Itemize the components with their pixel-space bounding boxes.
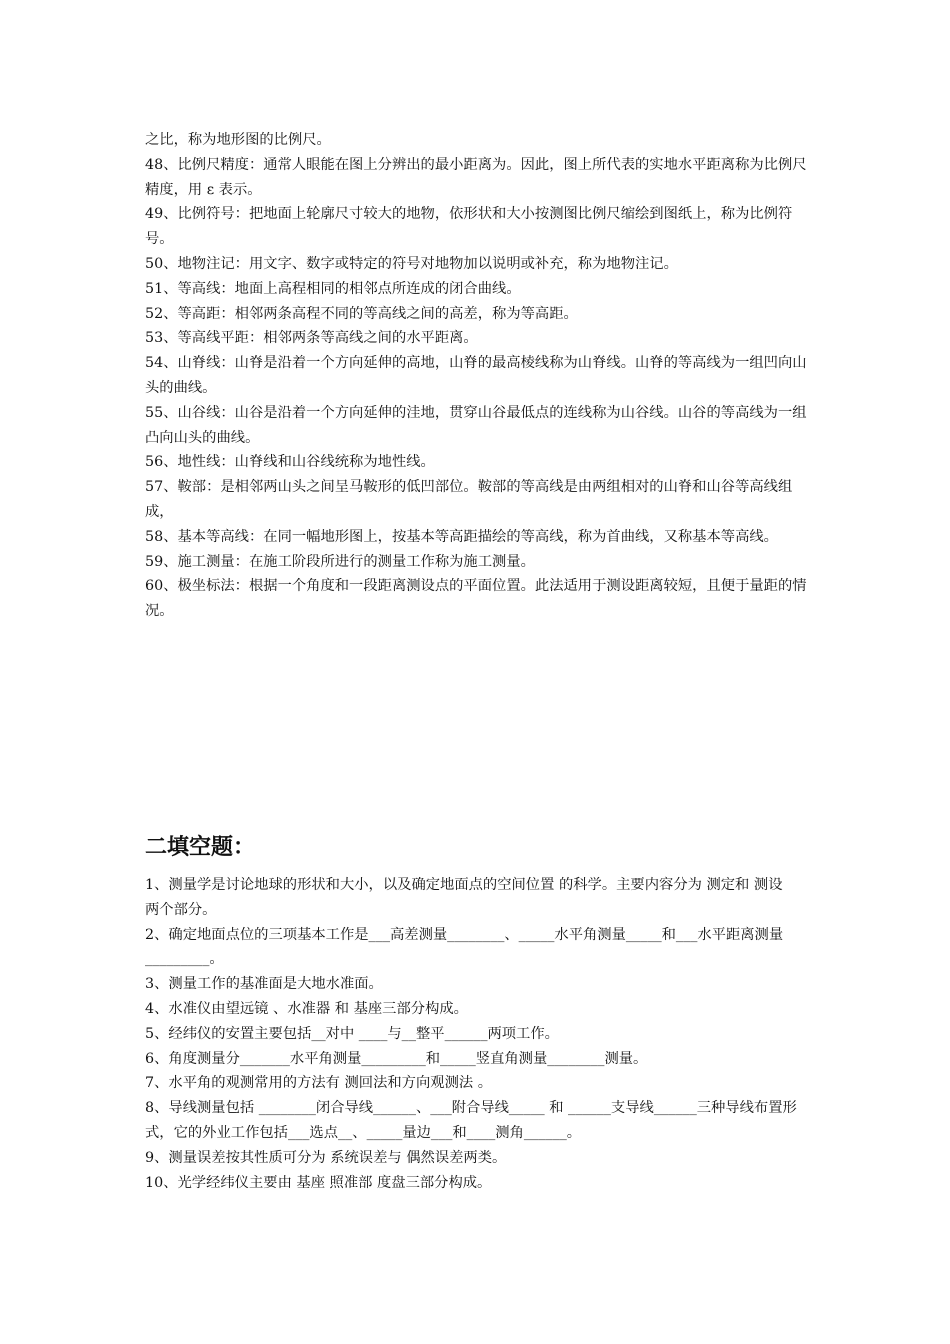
question-line: 2、确定地面点位的三项基本工作是___高差测量________、_____水平角测量_____和___水平距离测量_________。 (145, 926, 784, 968)
definition-line: 之比，称为地形图的比例尺。 (145, 132, 331, 148)
question-line: 9、测量误差按其性质可分为 系统误差与 偶然误差两类。 (145, 1149, 507, 1166)
question-line: 6、角度测量分_______水平角测量_________和_____竖直角测量________测量。 (145, 1050, 648, 1067)
question-line: 1、测量学是讨论地球的形状和大小，以及确定地面点的空间位置 的科学。主要内容分为 测定和 测设 (145, 877, 783, 893)
question-line: 两个部分。 (145, 901, 217, 918)
section-title: 二填空题： (145, 834, 256, 860)
question-line: 5、经纬仪的安置主要包括__对中 ____与__整平______两项工作。 (145, 1025, 559, 1042)
definition-line: 53、等高线平距：相邻两条等高线之间的水平距离。 (145, 330, 478, 347)
definition-line: 55、山谷线：山谷是沿着一个方向延伸的洼地，贯穿山谷最低点的连线称为山谷线。山谷的等高线为一组凸向山头的曲线。 (145, 404, 807, 446)
definition-line: 56、地性线：山脊线和山谷线统称为地性线。 (145, 454, 435, 471)
definition-line: 49、比例符号：把地面上轮廓尺寸较大的地物，依形状和大小按测图比例尺缩绘到图纸上，称为比例符号。 (145, 206, 793, 248)
definition-line: 59、施工测量：在施工阶段所进行的测量工作称为施工测量。 (145, 553, 535, 570)
definition-line: 51、等高线：地面上高程相同的相邻点所连成的闭合曲线。 (145, 280, 521, 297)
definition-line: 58、基本等高线：在同一幅地形图上，按基本等高距描绘的等高线，称为首曲线，又称基本等高线。 (145, 528, 778, 545)
question-line: 4、水准仪由望远镜 、水准器 和 基座三部分构成。 (145, 1000, 468, 1017)
definitions-section (145, 128, 815, 624)
question-line: 10、光学经纬仪主要由 基座 照准部 度盘三部分构成。 (145, 1174, 492, 1191)
definition-line: 60、极坐标法：根据一个角度和一段距离测设点的平面位置。此法适用于测设距离较短，且便于量距的情况。 (145, 578, 807, 620)
fill-blank-section (145, 873, 815, 1195)
definition-line: 50、地物注记：用文字、数字或特定的符号对地物加以说明或补充，称为地物注记。 (145, 255, 678, 272)
question-line: 3、测量工作的基准面是大地水准面。 (145, 976, 383, 993)
question-line: 7、水平角的观测常用的方法有 测回法和方向观测法 。 (145, 1075, 493, 1092)
definition-line: 54、山脊线：山脊是沿着一个方向延伸的高地，山脊的最高棱线称为山脊线。山脊的等高线为一组凹向山头的曲线。 (145, 355, 807, 396)
definition-line: 48、比例尺精度：通常人眼能在图上分辨出的最小距离为。因此，图上所代表的实地水平距离称为比例尺精度，用 ε 表示。 (145, 156, 807, 198)
definition-line: 57、鞍部：是相邻两山头之间呈马鞍形的低凹部位。鞍部的等高线是由两组相对的山脊和山谷等高线组成， (145, 479, 793, 520)
question-line: 8、导线测量包括 ________闭合导线______、___附合导线_____ 和 ______支导线______三种导线布置形式，它的外业工作包括___选点__、_____量边___和____测角______。 (145, 1100, 797, 1141)
definition-line: 52、等高距：相邻两条高程不同的等高线之间的高差，称为等高距。 (145, 305, 578, 322)
